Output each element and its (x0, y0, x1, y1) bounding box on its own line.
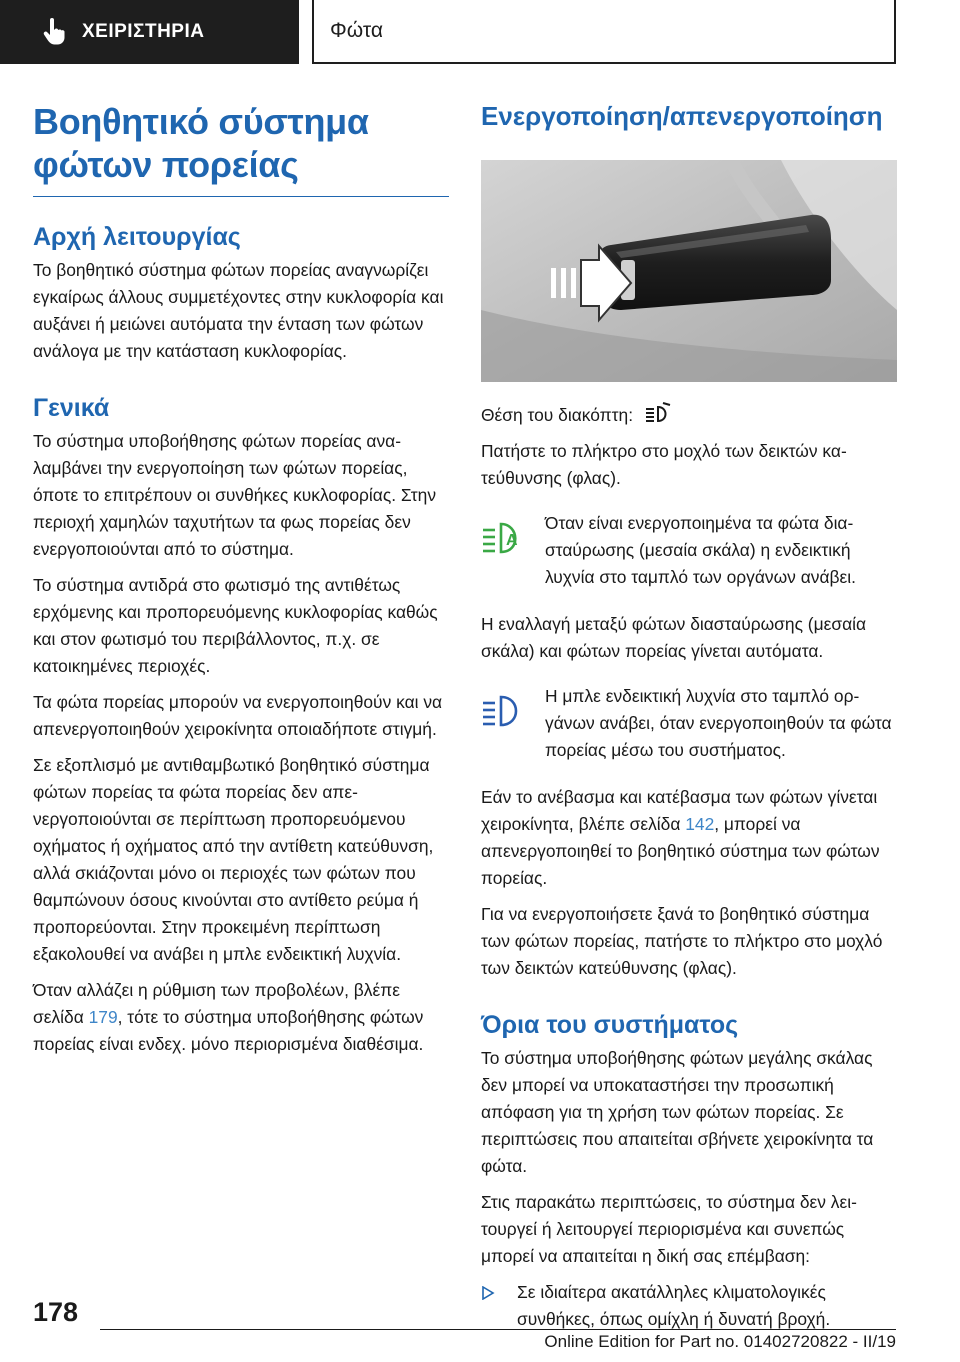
page-title: Βοηθητικό σύστημα φώτων πορείας (33, 101, 369, 185)
paragraph-general-3: Τα φώτα πορείας μπορούν να ενεργοποιηθούν και να απενεργοποιηθούν χειροκίνητα οποιαδήποτε στιγμή. (33, 692, 443, 739)
paragraph-press: Πατήστε το πλήκτρο στο μοχλό των δεικτών κατεύθυνσης (φλας). (481, 441, 847, 488)
paragraph-general-5: Όταν αλλάζει η ρύθμιση των προβολέων, βλέπε σελίδα 179, τότε το σύστημα υποβοήθησης φώτων πορείας είναι ενδεχ. μόνο περιορισμένα διαθέσιμα. (33, 980, 424, 1054)
high-beam-assist-icon (644, 401, 672, 425)
paragraph-general-1: Το σύστημα υποβοήθησης φώτων πορείας αναλαμβάνει την ενεργοποίηση των φώτων πορείας, όποτε το επιτρέπουν οι συνθήκες κυκλοφορίας. Στην περιοχή χαμηλών ταχυτήτων τα φως πορείας δεν ενεργοποιούνται από το σύστημα. (33, 431, 437, 559)
svg-text:A: A (506, 532, 518, 549)
stalk-photo (481, 160, 897, 382)
chapter-box (312, 0, 896, 64)
edition-note: Online Edition for Part no. 01402720822 - II/19 (544, 1332, 896, 1351)
right-column (481, 100, 897, 1342)
paragraph-reactivate: Για να ενεργοποιήσετε ξανά το βοηθητικό σύστημα των φώτων πορείας, πατήστε το πλήκτρο στο μοχλό των δεικτών κατεύθυνσης (φλας). (481, 904, 883, 978)
high-beam-assistant-indicator-icon (481, 518, 527, 558)
heading-activation: Ενεργοποίηση/απενεργοποίηση (481, 101, 883, 131)
hand-pointer-icon (42, 18, 66, 46)
indicator-green-text: Όταν είναι ενεργοποιημένα τα φώτα διασταύρωσης (μεσαία σκάλα) η ενδεικτική λυχνία στο ταμπλό των οργάνων ανάβει. (545, 513, 856, 587)
left-column (33, 100, 449, 1067)
page-link-142[interactable]: 142 (685, 814, 715, 834)
page-link-179[interactable]: 179 (88, 1007, 118, 1027)
indicator-green-block (481, 510, 897, 591)
paragraph-principle: Το βοηθητικό σύστημα φώτων πορείας αναγνωρίζει εγκαίρως άλλους συμμετέχοντες στην κυκλοφορία και αυξάνει ή μειώνει αυτόματα την ένταση των φώτων ανάλογα με την κατάσταση κυκλοφορίας. (33, 260, 444, 361)
high-beam-indicator-icon (481, 691, 527, 731)
indicator-blue-block (481, 683, 897, 764)
title-divider (33, 196, 449, 197)
footer-divider (100, 1329, 896, 1330)
switch-position: Θέση του διακόπτη: (481, 401, 897, 429)
paragraph-limits-1: Το σύστημα υποβοήθησης φώτων μεγάλης σκάλας δεν μπορεί να υποκαταστήσει την προσωπική απόφαση για τη χρήση των φώτων πορείας. Σε περιπτώσεις που απαιτείται σβήνετε χειροκίνητα τα φώτα. (481, 1048, 874, 1176)
paragraph-general-4: Σε εξοπλισμό με αντιθαμβωτικό βοηθητικό σύστημα φώτων πορείας τα φώτα πορείας δεν απενεργοποιούνται σε περίπτωση προπορευόμενου οχήματος ή οχήματος από την αντίθετη κατεύθυνση, αλλά σκιάζονται μόνο οι περιοχές των φώτων που θαμπώνουν όσους κινούνται στο αντίθετο ρεύμα ή προπορεύονται. Στην προκειμένη περίπτωση εξακολουθεί να ανάβει η μπλε ενδεικτική λυχνία. (33, 755, 434, 964)
heading-limits: Όρια του συστήματος (481, 1011, 739, 1039)
paragraph-manual: Εάν το ανέβασμα και κατέβασμα των φώτων γίνεται χειροκίνητα, βλέπε σελίδα 142, μπορεί να απενεργοποιηθεί το βοηθητικό σύστημα των φώτων πορείας. (481, 787, 880, 888)
section-tab-label: ΧΕΙΡΙΣΤΗΡΙΑ (82, 21, 205, 42)
indicator-blue-text: Η μπλε ενδεικτική λυχνία στο ταμπλό οργάνων ανάβει, όταν ενεργοποιηθούν τα φώτα πορείας μέσω του συστήματος. (545, 686, 892, 760)
heading-principle: Αρχή λειτουργίας (33, 223, 241, 251)
bullet-text: Σε ιδιαίτερα ακατάλληλες κλιματολογικές συνθήκες, όπως ομίχλη ή δυνατή βροχή. (517, 1282, 831, 1329)
paragraph-general-2: Το σύστημα αντιδρά στο φωτισμό της αντιθέτως ερχόμενης και προπορευόμενης κυκλοφορίας καθώς και στον φωτισμό του περιβάλλοντος, π.χ. σε κατοικημένες περιοχές. (33, 575, 438, 676)
section-tab[interactable] (0, 0, 299, 64)
chapter-title: Φώτα (330, 19, 383, 42)
paragraph-limits-2: Στις παρακάτω περιπτώσεις, το σύστημα δεν λειτουργεί ή λειτουργεί περιορισμένα και συνεπώς μπορεί να απαιτείται η δική σας επέμβαση: (481, 1192, 857, 1266)
page-number: 178 (33, 1297, 79, 1327)
triangle-bullet-icon (481, 1286, 495, 1300)
paragraph-switch: Η εναλλαγή μεταξύ φώτων διασταύρωσης (μεσαία σκάλα) και φώτων πορείας γίνεται αυτόματα. (481, 614, 867, 661)
heading-general: Γενικά (33, 394, 110, 422)
